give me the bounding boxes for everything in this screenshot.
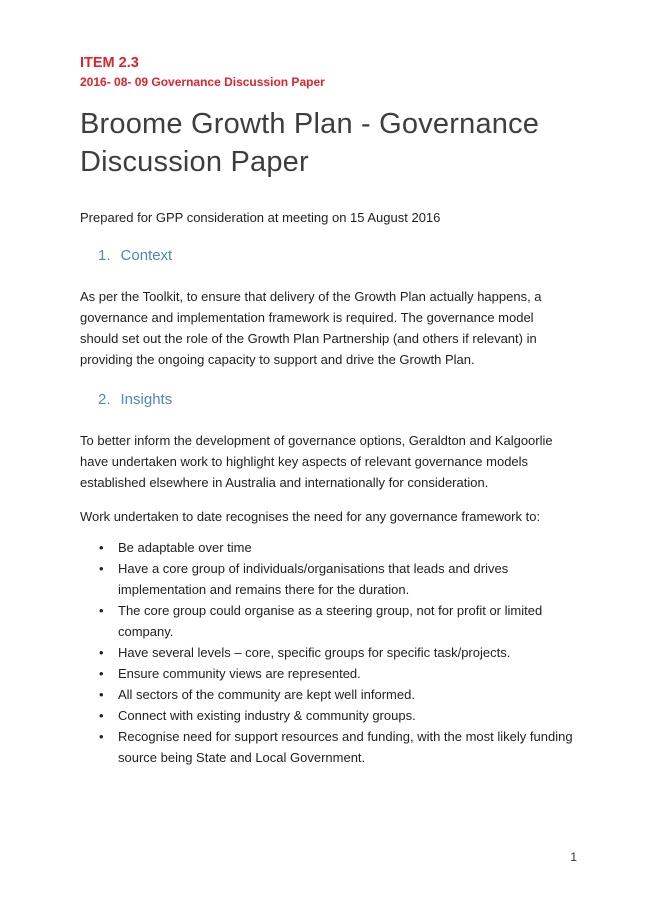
paragraph-context: As per the Toolkit, to ensure that delivery of the Growth Plan actually happens, a governance and implementation framework is required. The governance model should set out the role of the Growth Plan Partnership (and others if relevant) in providing the ongoing capacity to support and drive the Growth Plan.	[80, 289, 542, 367]
section-heading-label: Context	[120, 247, 173, 264]
paragraph-insights-1: To better inform the development of governance options, Geraldton and Kalgoorlie have undertaken work to highlight key aspects of relevant governance models established elsewhere in Australia and internationally for consideration.	[80, 433, 553, 490]
bullet-item: • Ensure community views are represented.	[80, 663, 575, 684]
bullet-item: • Be adaptable over time	[80, 537, 575, 558]
section-heading-label: Insights	[120, 391, 173, 408]
bullet-item: • All sectors of the community are kept well informed.	[80, 684, 575, 705]
doc-reference: 2016- 08- 09 Governance Discussion Paper	[80, 75, 325, 89]
paragraph-insights-2: Work undertaken to date recognises the need for any governance framework to:	[80, 509, 541, 524]
bullet-item: • Connect with existing industry & community groups.	[80, 705, 575, 726]
bullet-item: • Have a core group of individuals/organisations that leads and drives implementation and remains there for the duration.	[80, 558, 575, 600]
bullet-item: • Have several levels – core, specific groups for specific task/projects.	[80, 642, 575, 663]
prepared-line: Prepared for GPP consideration at meeting on 15 August 2016	[80, 210, 441, 225]
section-number: 1.	[98, 247, 111, 264]
bullet-list	[80, 537, 575, 768]
bullet-item: • Recognise need for support resources and funding, with the most likely funding source being State and Local Government.	[80, 726, 575, 768]
page-number: 1	[570, 850, 577, 864]
section-heading-context	[98, 247, 575, 264]
document-title: Broome Growth Plan - Governance Discussion Paper	[80, 108, 540, 178]
document-header	[80, 54, 575, 90]
section-heading-insights	[98, 391, 575, 408]
section-number: 2.	[98, 391, 111, 408]
item-label: ITEM 2.3	[80, 55, 139, 71]
bullet-item: • The core group could organise as a steering group, not for profit or limited company.	[80, 600, 575, 642]
